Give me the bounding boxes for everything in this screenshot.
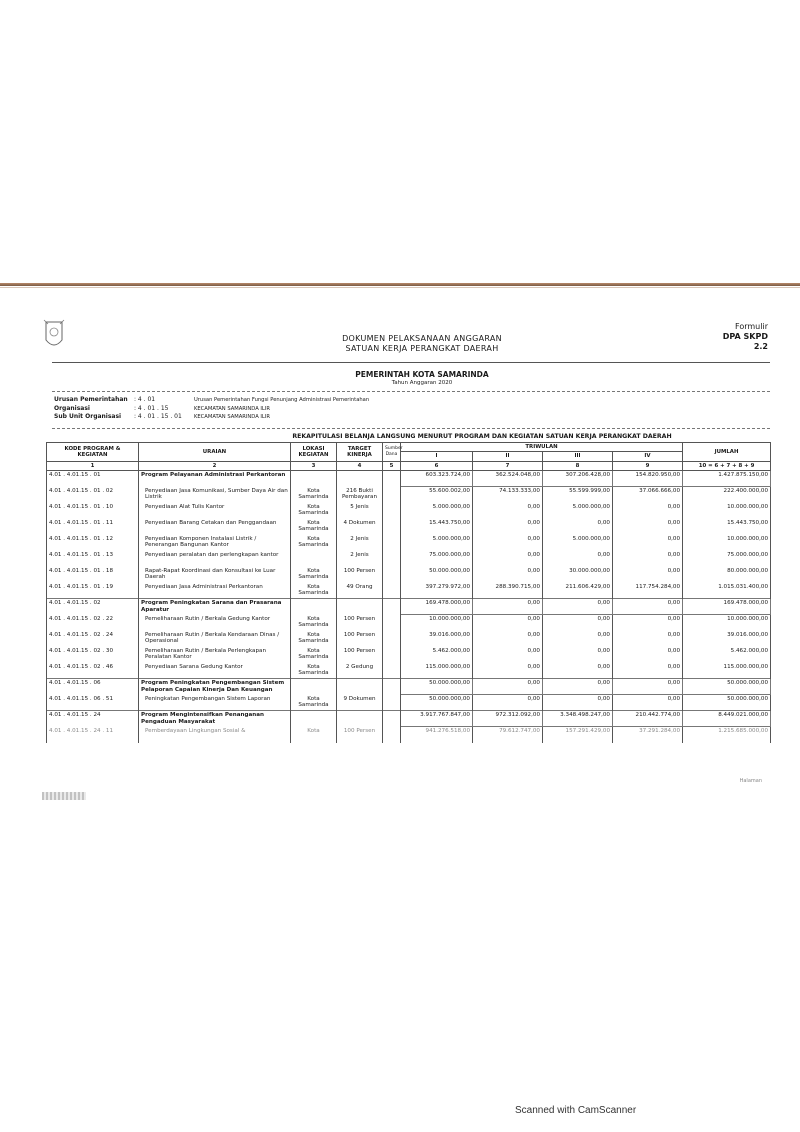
program-row [47, 599, 771, 615]
divider [52, 391, 770, 392]
cell-kode: 4.01 . 4.01.15 . 02 . 22 [47, 615, 139, 631]
camscanner-watermark: Scanned with CamScanner [515, 1105, 637, 1116]
cell-sumber [383, 599, 401, 615]
formulir-label: Formulir [735, 322, 768, 331]
organisasi-row [54, 405, 494, 414]
header-triwulan-4: IV [613, 452, 683, 461]
cell-uraian: Pemeliharaan Rutin / Berkala Perlengkapan Peralatan Kantor [139, 647, 291, 663]
cell-jumlah: 5.462.000,00 [683, 647, 771, 663]
kegiatan-row [47, 631, 771, 647]
header-lokasi: LOKASI KEGIATAN [291, 443, 337, 462]
cell-jumlah: 75.000.000,00 [683, 551, 771, 567]
cell-t4: 0,00 [613, 599, 683, 615]
cell-t2: 362.524.048,00 [473, 471, 543, 487]
kegiatan-row [47, 567, 771, 583]
kegiatan-row [47, 519, 771, 535]
cell-sumber [383, 647, 401, 663]
cell-t3: 30.000.000,00 [543, 567, 613, 583]
cell-lokasi [291, 711, 337, 727]
cell-t3: 211.606.429,00 [543, 583, 613, 599]
cell-lokasi [291, 679, 337, 695]
dpa-document [42, 318, 770, 784]
kegiatan-row [47, 647, 771, 663]
cell-t2: 0,00 [473, 631, 543, 647]
cell-t3: 0,00 [543, 647, 613, 663]
cell-uraian: Pemeliharaan Rutin / Berkala Kendaraan Dinas / Operasional [139, 631, 291, 647]
cell-t3: 5.000.000,00 [543, 535, 613, 551]
cell-lokasi: Kota Samarinda [291, 487, 337, 503]
sub-unit-text: KECAMATAN SAMARINDA ILIR [194, 414, 270, 420]
rekap-title: REKAPITULASI BELANJA LANGSUNG MENURUT PROGRAM DAN KEGIATAN SATUAN KERJA PERANGKAT DAERAH [292, 433, 672, 440]
cell-t4: 0,00 [613, 503, 683, 519]
cell-target: 100 Persen [337, 727, 383, 743]
cell-t4: 37.066.666,00 [613, 487, 683, 503]
cell-t3: 0,00 [543, 695, 613, 711]
column-number: 4 [337, 461, 383, 470]
cell-sumber [383, 519, 401, 535]
cell-t2: 0,00 [473, 663, 543, 679]
cell-t3: 0,00 [543, 679, 613, 695]
cell-uraian: Pemberdayaan Lingkungan Sosial & [139, 727, 291, 743]
cell-jumlah: 39.016.000,00 [683, 631, 771, 647]
cell-t4: 0,00 [613, 551, 683, 567]
title-line-1: DOKUMEN PELAKSANAAN ANGGARAN [342, 334, 502, 343]
cell-t2: 0,00 [473, 615, 543, 631]
cell-t3: 0,00 [543, 663, 613, 679]
cell-uraian: Program Pelayanan Administrasi Perkantoran [139, 471, 291, 487]
cell-t3: 157.291.429,00 [543, 727, 613, 743]
cell-t4: 154.820.950,00 [613, 471, 683, 487]
cell-sumber [383, 727, 401, 743]
cell-lokasi: Kota Samarinda [291, 647, 337, 663]
cell-jumlah: 10.000.000,00 [683, 615, 771, 631]
formulir-box [698, 322, 768, 352]
cell-t3: 5.000.000,00 [543, 503, 613, 519]
cell-t1: 5.462.000,00 [401, 647, 473, 663]
cell-sumber [383, 535, 401, 551]
cell-target: 9 Dokumen [337, 695, 383, 711]
cell-t4: 0,00 [613, 535, 683, 551]
halaman-label: Halaman [739, 778, 762, 784]
kegiatan-row [47, 551, 771, 567]
cell-target [337, 471, 383, 487]
cell-t4: 0,00 [613, 519, 683, 535]
cell-kode: 4.01 . 4.01.15 . 02 . 24 [47, 631, 139, 647]
cell-target [337, 711, 383, 727]
cell-lokasi [291, 599, 337, 615]
cell-t3: 0,00 [543, 599, 613, 615]
cell-target: 4 Dokumen [337, 519, 383, 535]
cell-t2: 972.312.092,00 [473, 711, 543, 727]
cell-t2: 0,00 [473, 599, 543, 615]
cell-jumlah: 10.000.000,00 [683, 503, 771, 519]
kegiatan-row [47, 695, 771, 711]
kegiatan-row [47, 727, 771, 743]
cell-kode: 4.01 . 4.01.15 . 24 [47, 711, 139, 727]
cell-jumlah: 50.000.000,00 [683, 679, 771, 695]
cell-jumlah: 15.443.750,00 [683, 519, 771, 535]
cell-uraian: Penyediaan Jasa Administrasi Perkantoran [139, 583, 291, 599]
cell-t1: 5.000.000,00 [401, 535, 473, 551]
header-triwulan-1: I [401, 452, 473, 461]
cell-jumlah: 1.215.685.000,00 [683, 727, 771, 743]
cell-t2: 0,00 [473, 567, 543, 583]
urusan-row [54, 396, 494, 405]
column-number: 9 [613, 461, 683, 470]
cell-uraian: Penyediaan Alat Tulis Kantor [139, 503, 291, 519]
cell-uraian: Program Peningkatan Pengembangan Sistem Pelaporan Capaian Kinerja Dan Keuangan [139, 679, 291, 695]
cell-uraian: Penyediaan Jasa Komunikasi, Sumber Daya Air dan Listrik [139, 487, 291, 503]
cell-t1: 169.478.000,00 [401, 599, 473, 615]
cell-t2: 288.390.715,00 [473, 583, 543, 599]
cell-lokasi: Kota Samarinda [291, 583, 337, 599]
cell-t2: 0,00 [473, 535, 543, 551]
cell-uraian: Penyediaan peralatan dan perlengkapan kantor [139, 551, 291, 567]
cell-t4: 0,00 [613, 695, 683, 711]
cell-jumlah: 222.400.000,00 [683, 487, 771, 503]
sub-unit-code: : 4 . 01 . 15 . 01 [134, 413, 182, 420]
organisasi-code: : 4 . 01 . 15 [134, 404, 169, 412]
city-emblem-icon [42, 318, 66, 354]
tahun-anggaran: Tahun Anggaran 2020 [391, 380, 453, 386]
kegiatan-row [47, 583, 771, 599]
cell-kode: 4.01 . 4.01.15 . 01 . 11 [47, 519, 139, 535]
cell-jumlah: 1.015.031.400,00 [683, 583, 771, 599]
cell-t3: 0,00 [543, 551, 613, 567]
cell-t4: 0,00 [613, 567, 683, 583]
sub-unit-label: Sub Unit Organisasi [54, 413, 122, 420]
column-number: 10 = 6 + 7 + 8 + 9 [683, 461, 771, 470]
urusan-code: : 4 . 01 [134, 396, 156, 403]
cell-t3: 0,00 [543, 519, 613, 535]
kegiatan-row [47, 615, 771, 631]
cell-t4: 117.754.284,00 [613, 583, 683, 599]
cell-t2: 79.612.747,00 [473, 727, 543, 743]
cell-sumber [383, 615, 401, 631]
cell-t3: 3.348.498.247,00 [543, 711, 613, 727]
program-row [47, 711, 771, 727]
cell-kode: 4.01 . 4.01.15 . 01 . 13 [47, 551, 139, 567]
cell-jumlah: 169.478.000,00 [683, 599, 771, 615]
cell-uraian: Peningkatan Pengembangan Sistem Laporan [139, 695, 291, 711]
stamp-mark [42, 792, 86, 800]
cell-t1: 603.323.724,00 [401, 471, 473, 487]
cell-sumber [383, 711, 401, 727]
cell-jumlah: 10.000.000,00 [683, 535, 771, 551]
cell-t4: 0,00 [613, 679, 683, 695]
cell-uraian: Penyediaan Barang Cetakan dan Penggandaan [139, 519, 291, 535]
column-number: 5 [383, 461, 401, 470]
cell-t4: 0,00 [613, 615, 683, 631]
divider [52, 362, 770, 363]
cell-sumber [383, 695, 401, 711]
cell-t2: 0,00 [473, 679, 543, 695]
cell-t4: 0,00 [613, 663, 683, 679]
cell-lokasi: Kota Samarinda [291, 663, 337, 679]
cell-sumber [383, 487, 401, 503]
cell-t1: 397.279.972,00 [401, 583, 473, 599]
header-triwulan-3: III [543, 452, 613, 461]
cell-jumlah: 1.427.875.150,00 [683, 471, 771, 487]
cell-lokasi: Kota Samarinda [291, 567, 337, 583]
cell-t1: 3.917.767.847,00 [401, 711, 473, 727]
cell-t1: 75.000.000,00 [401, 551, 473, 567]
cell-lokasi: Kota Samarinda [291, 519, 337, 535]
cell-t1: 39.016.000,00 [401, 631, 473, 647]
header-uraian: URAIAN [139, 443, 291, 462]
cell-t1: 15.443.750,00 [401, 519, 473, 535]
column-number: 2 [139, 461, 291, 470]
cell-kode: 4.01 . 4.01.15 . 01 . 10 [47, 503, 139, 519]
divider [52, 428, 770, 429]
cell-kode: 4.01 . 4.01.15 . 24 . 11 [47, 727, 139, 743]
cell-sumber [383, 551, 401, 567]
column-number: 7 [473, 461, 543, 470]
rekap-table [46, 442, 771, 743]
cell-lokasi: Kota Samarinda [291, 615, 337, 631]
cell-t4: 0,00 [613, 631, 683, 647]
cell-kode: 4.01 . 4.01.15 . 06 [47, 679, 139, 695]
cell-jumlah: 115.000.000,00 [683, 663, 771, 679]
column-number: 3 [291, 461, 337, 470]
cell-t3: 55.599.999,00 [543, 487, 613, 503]
cell-jumlah: 50.000.000,00 [683, 695, 771, 711]
cell-lokasi: Kota Samarinda [291, 535, 337, 551]
cell-target [337, 679, 383, 695]
cell-lokasi: Kota Samarinda [291, 503, 337, 519]
document-title [222, 334, 622, 354]
formulir-number: 2.2 [753, 342, 768, 351]
cell-t2: 0,00 [473, 519, 543, 535]
column-number: 6 [401, 461, 473, 470]
cell-lokasi [291, 551, 337, 567]
cell-kode: 4.01 . 4.01.15 . 02 [47, 599, 139, 615]
cell-t1: 115.000.000,00 [401, 663, 473, 679]
cell-sumber [383, 567, 401, 583]
kegiatan-row [47, 663, 771, 679]
cell-target: 2 Gedung [337, 663, 383, 679]
organisasi-text: KECAMATAN SAMARINDA ILIR [194, 405, 270, 412]
cell-t4: 37.291.284,00 [613, 727, 683, 743]
header-jumlah: JUMLAH [683, 443, 771, 462]
info-block [54, 396, 494, 422]
cell-target: 49 Orang [337, 583, 383, 599]
cell-target: 2 Jenis [337, 535, 383, 551]
header-triwulan: TRIWULAN [401, 443, 683, 452]
cell-sumber [383, 503, 401, 519]
cell-t4: 0,00 [613, 647, 683, 663]
cell-t4: 210.442.774,00 [613, 711, 683, 727]
cell-t2: 74.133.333,00 [473, 487, 543, 503]
cell-sumber [383, 679, 401, 695]
cell-kode: 4.01 . 4.01.15 . 02 . 30 [47, 647, 139, 663]
cell-lokasi [291, 471, 337, 487]
cell-lokasi: Kota Samarinda [291, 695, 337, 711]
kegiatan-row [47, 487, 771, 503]
urusan-label: Urusan Pemerintahan [54, 396, 128, 403]
cell-lokasi: Kota Samarinda [291, 631, 337, 647]
cell-t1: 10.000.000,00 [401, 615, 473, 631]
cell-t3: 0,00 [543, 631, 613, 647]
cell-sumber [383, 631, 401, 647]
cell-target: 100 Persen [337, 615, 383, 631]
cell-t3: 0,00 [543, 615, 613, 631]
scan-edge-shadow [0, 287, 800, 288]
cell-t1: 941.276.518,00 [401, 727, 473, 743]
cell-uraian: Program Mengintensifkan Penanganan Pengaduan Masyarakat [139, 711, 291, 727]
cell-lokasi: Kota [291, 727, 337, 743]
header-kode: KODE PROGRAM & KEGIATAN [47, 443, 139, 462]
cell-kode: 4.01 . 4.01.15 . 06 . 51 [47, 695, 139, 711]
cell-target: 216 Bukti Pembayaran [337, 487, 383, 503]
organisasi-label: Organisasi [54, 404, 90, 412]
cell-sumber [383, 471, 401, 487]
cell-t3: 307.206.428,00 [543, 471, 613, 487]
cell-t2: 0,00 [473, 551, 543, 567]
cell-target: 100 Persen [337, 631, 383, 647]
cell-t1: 50.000.000,00 [401, 567, 473, 583]
program-row [47, 679, 771, 695]
cell-t1: 55.600.002,00 [401, 487, 473, 503]
cell-kode: 4.01 . 4.01.15 . 01 . 02 [47, 487, 139, 503]
header-target: TARGET KINERJA [337, 443, 383, 462]
cell-t1: 50.000.000,00 [401, 695, 473, 711]
pemerintah-title: PEMERINTAH KOTA SAMARINDA [355, 370, 489, 379]
cell-t1: 5.000.000,00 [401, 503, 473, 519]
cell-t2: 0,00 [473, 695, 543, 711]
sub-unit-row [54, 413, 494, 422]
cell-uraian: Pemeliharaan Rutin / Berkala Gedung Kantor [139, 615, 291, 631]
cell-sumber [383, 663, 401, 679]
cell-kode: 4.01 . 4.01.15 . 01 . 19 [47, 583, 139, 599]
cell-kode: 4.01 . 4.01.15 . 01 . 18 [47, 567, 139, 583]
cell-jumlah: 80.000.000,00 [683, 567, 771, 583]
formulir-code: DPA SKPD [722, 332, 768, 341]
cell-kode: 4.01 . 4.01.15 . 01 [47, 471, 139, 487]
cell-t1: 50.000.000,00 [401, 679, 473, 695]
cell-kode: 4.01 . 4.01.15 . 01 . 12 [47, 535, 139, 551]
program-row [47, 471, 771, 487]
cell-target: 5 Jenis [337, 503, 383, 519]
cell-uraian: Program Peningkatan Sarana dan Prasarana Aparatur [139, 599, 291, 615]
cell-target: 2 Jenis [337, 551, 383, 567]
kegiatan-row [47, 503, 771, 519]
cell-sumber [383, 583, 401, 599]
column-number: 1 [47, 461, 139, 470]
cell-uraian: Penyediaan Sarana Gedung Kantor [139, 663, 291, 679]
scan-edge [0, 283, 800, 286]
cell-target: 100 Persen [337, 567, 383, 583]
column-number: 8 [543, 461, 613, 470]
title-line-2: SATUAN KERJA PERANGKAT DAERAH [345, 344, 499, 353]
cell-target [337, 599, 383, 615]
header-triwulan-2: II [473, 452, 543, 461]
cell-jumlah: 8.449.021.000,00 [683, 711, 771, 727]
header-sumber: Sumber Dana [383, 443, 401, 462]
cell-kode: 4.01 . 4.01.15 . 02 . 46 [47, 663, 139, 679]
cell-target: 100 Persen [337, 647, 383, 663]
cell-t2: 0,00 [473, 647, 543, 663]
kegiatan-row [47, 535, 771, 551]
cell-uraian: Rapat-Rapat Koordinasi dan Konsultasi ke Luar Daerah [139, 567, 291, 583]
cell-uraian: Penyediaan Komponen Instalasi Listrik / Penerangan Bangunan Kantor [139, 535, 291, 551]
cell-t2: 0,00 [473, 503, 543, 519]
urusan-text: Urusan Pemerintahan Fungsi Penunjang Administrasi Pemerintahan [194, 397, 370, 403]
